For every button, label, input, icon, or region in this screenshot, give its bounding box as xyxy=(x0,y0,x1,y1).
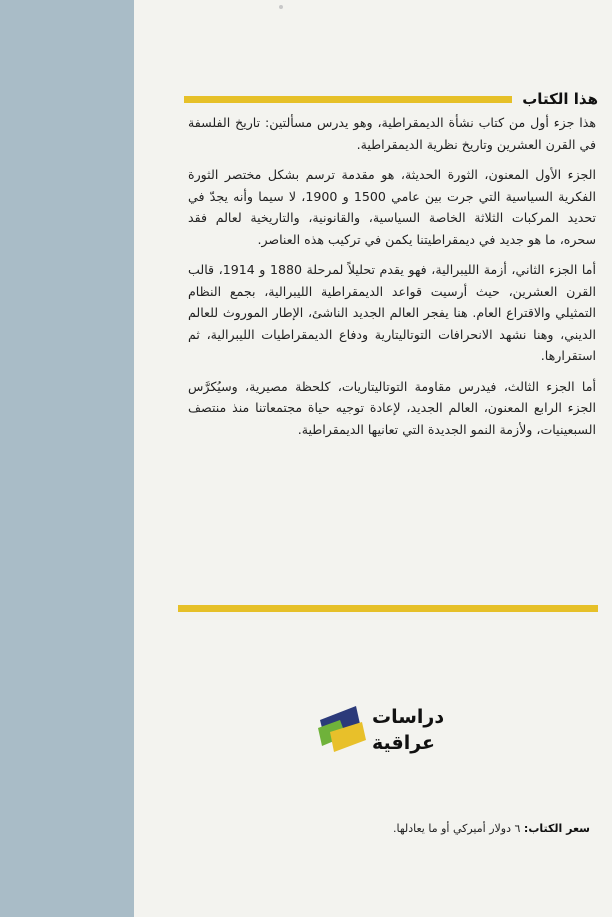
paragraph-part-one: الجزء الأول المعنون، الثورة الحديثة، هو مقدمة ترسم بشكل مختصر الثورة الفكرية السياسية التي جرت بين عامي 1500 و 1900، لا سيما وأنه يجدّ في تحديد المركبات الثلاثة الخاصة السياسية، والقانونية، والتاريخية لعالم فقد سحره، ما هو جديد في ديمقراطيتنا يكمن في تركيب هذه العناصر. xyxy=(188,167,596,247)
paragraph-part-three: أما الجزء الثالث، فيدرس مقاومة التوتاليتاريات، كلحظة مصيرية، وسيُكرَّس الجزء الرابع المعنون، العالم الجديد، لإعادة توجيه حياة مجتمعاتنا منذ منتصف السبعينيات، ولأزمة النمو الجديدة التي تعانيها الديمقراطية. xyxy=(188,378,596,437)
paragraph-part-two: أما الجزء الثاني، أزمة الليبرالية، فهو يقدم تحليلاً لمرحلة 1880 و 1914، قالب القرن العشرين، حيث أرسيت قواعد الديمقراطية الليبرالية، بجمع النظام التمثيلي والاقتراع العام. هنا يفجر العالم الجديد الناشئ، الإطار الموروث للعالم الديني، وهنا نشهد الانحرافات التوتاليتارية ودفاع الديمقراطيات الليبرالية، ثم استقرارها. xyxy=(188,262,596,363)
publisher-logo xyxy=(316,702,445,760)
bottom-accent-bar xyxy=(178,605,598,612)
book-spine-panel xyxy=(0,0,134,917)
heading-accent-bar xyxy=(184,96,512,103)
price-label: سعر الكتاب: xyxy=(523,822,590,835)
price-line xyxy=(393,822,590,835)
publisher-logo-icon xyxy=(316,702,372,758)
paragraph-intro: هذا جزء أول من كتاب نشأة الديمقراطية، وهو يدرس مسألتين: تاريخ الفلسفة في القرن العشرين وتاريخ نظرية الديمقراطية. xyxy=(188,115,596,152)
section-heading: هذا الكتاب xyxy=(522,90,598,108)
about-book-section xyxy=(178,88,598,440)
publisher-name-line1: دراسات xyxy=(372,706,445,728)
publisher-name-line2: عراقية xyxy=(372,732,436,754)
print-mark xyxy=(279,5,283,9)
heading-row xyxy=(178,88,598,110)
price-value: ٦ دولار أميركي أو ما يعادلها. xyxy=(392,822,521,835)
